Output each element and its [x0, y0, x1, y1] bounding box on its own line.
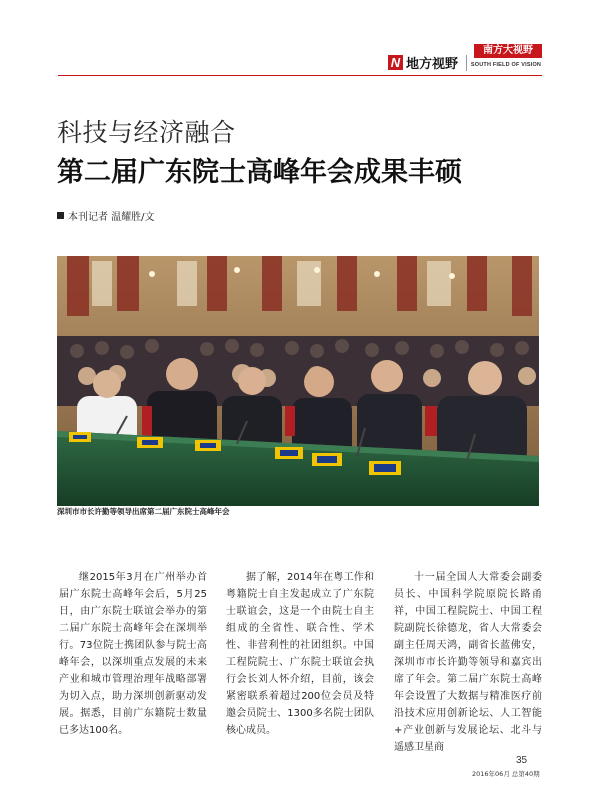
- article-paragraph: 十一届全国人大常委会副委员长、中国科学院原院长路甬祥，中国工程院院士、中国工程院副院长徐德龙，省人大常委会副主任周天鸿，副省长蓝佛安，深圳市市长许勤等领导和嘉宾出席了年会。第二届广东院士高峰年会设置了大数据与精准医疗前沿技术应用创新论坛、人工智能+产业创新与发展论坛、北斗与遥感卫星商: [394, 572, 542, 753]
- header-divider: [466, 55, 467, 71]
- magazine-logo-icon: N: [388, 55, 403, 70]
- issue-info: 2016年06月 总第40期: [472, 770, 540, 778]
- article-title-line1: 科技与经济融合: [57, 118, 236, 147]
- article-column-3: [394, 569, 542, 756]
- conference-photo: [57, 256, 539, 506]
- article-paragraph: 据了解，2014年在粤工作和粤籍院士自主发起成立了广东院士联谊会，这是一个由院士自主组成的全省性、联合性、学术性、非营利性的社团组织。中国工程院院士、广东院士联谊会执行会长刘人怀介绍，目前，该会紧密联系着超过200位会员及特邀会员院士、1300多名院士团队核心成员。: [226, 572, 374, 736]
- article-column-2: [226, 569, 374, 739]
- column-tag-en: SOUTH FIELD OF VISION: [470, 62, 542, 68]
- article-column-1: [59, 569, 207, 739]
- square-bullet-icon: [57, 212, 64, 219]
- page-number: 35: [516, 755, 528, 766]
- byline-text: 本刊记者 温耀胜/文: [68, 212, 155, 223]
- section-label: 地方视野: [406, 57, 459, 72]
- article-title-line2: 第二届广东院士高峰年会成果丰硕: [57, 157, 462, 188]
- byline: [57, 208, 155, 223]
- header-rule: [58, 75, 542, 76]
- column-tag: 南方大视野: [474, 44, 542, 58]
- article-paragraph: 继2015年3月在广州举办首届广东院士高峰年会后，5月25日，由广东院士联谊会举办的第二届广东院士高峰年会在深圳举行。73位院士携团队参与院士高峰年会，以深圳重点发展的未来产业和城市管理治理年战略部署为切入点，助力深圳创新驱动发展。据悉，目前广东籍院士数量已多达100名。: [59, 572, 207, 736]
- photo-caption: 深圳市市长许勤等领导出席第二届广东院士高峰年会: [57, 507, 230, 516]
